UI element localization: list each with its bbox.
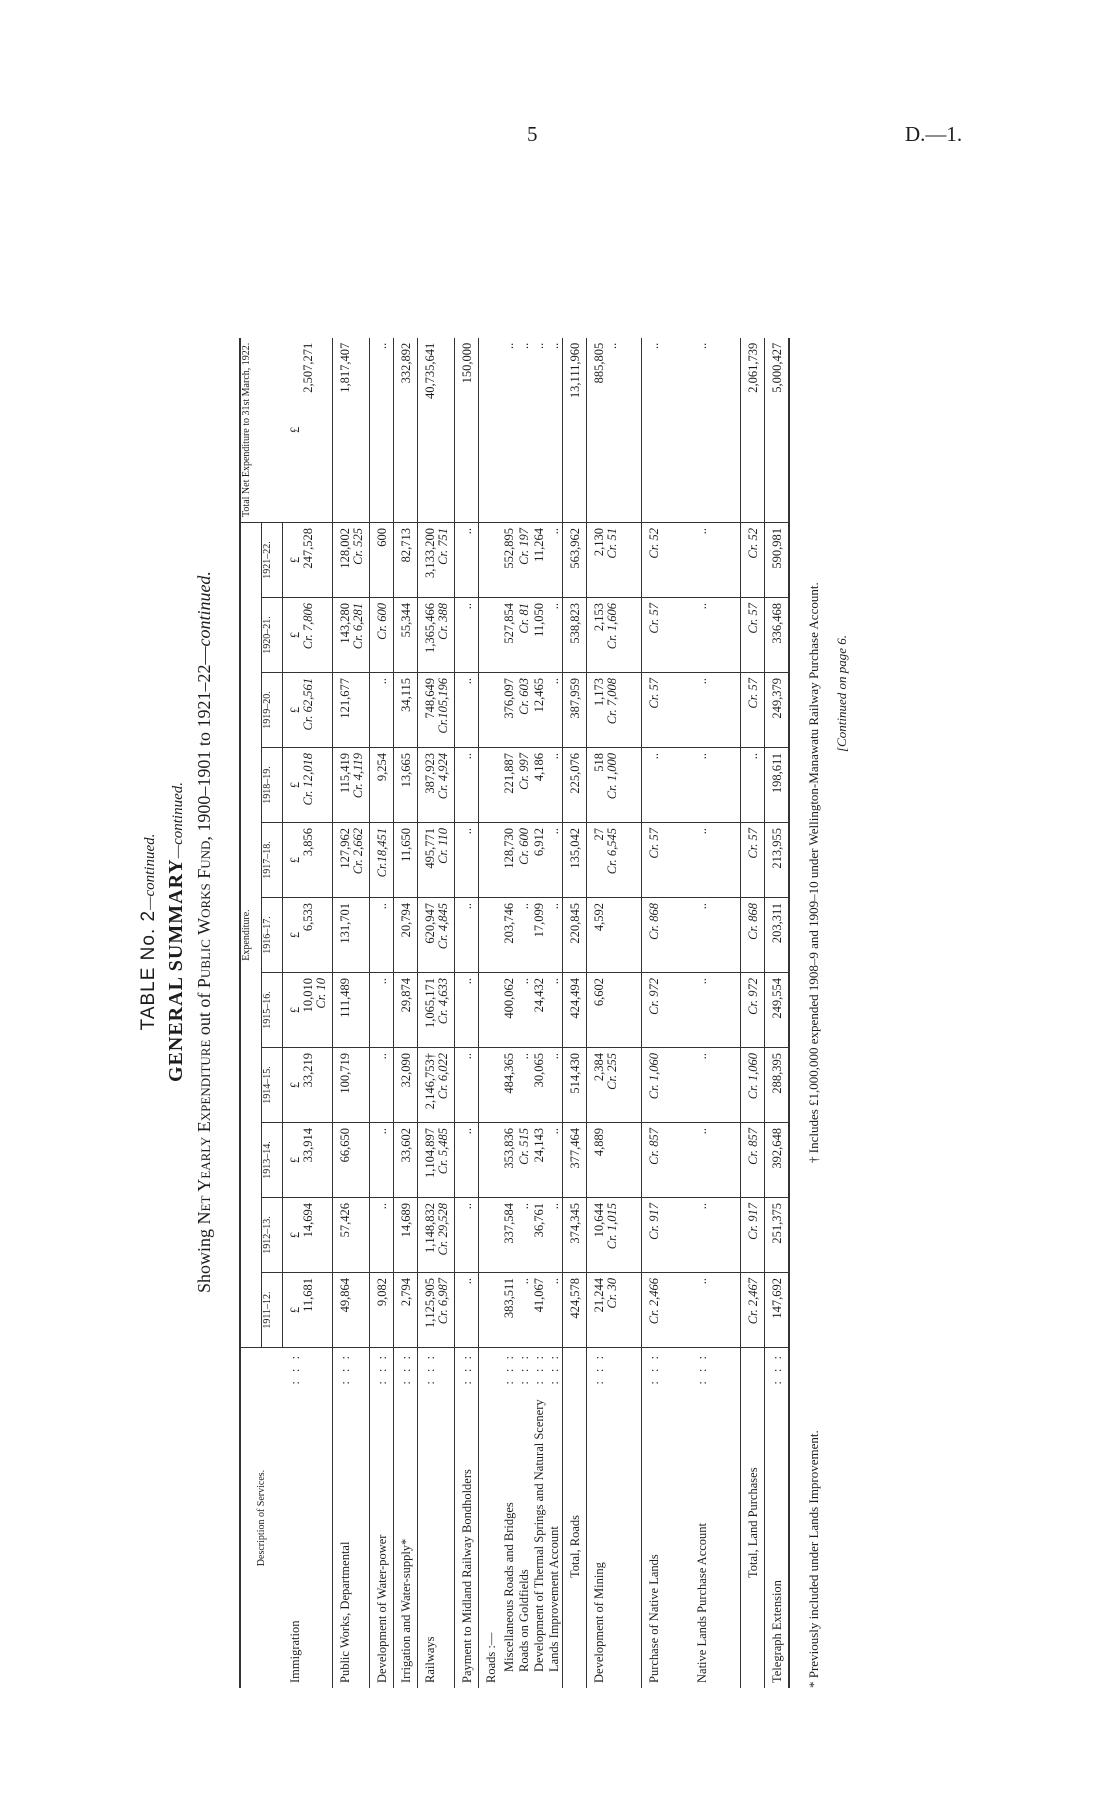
value-cell: 387,923 Cr. 4,924	[418, 748, 455, 823]
value-cell: Cr. 868	[741, 898, 765, 973]
value-cell: ..	[696, 673, 741, 748]
value-cell	[479, 673, 503, 748]
value-cell: 221,887	[502, 748, 517, 823]
value-cell: ..	[455, 1273, 479, 1348]
value-cell: 4,186	[532, 748, 547, 823]
value-cell: 353,836	[502, 1123, 517, 1198]
value-cell: Cr. 997	[517, 748, 532, 823]
value-cell: ..	[547, 1273, 563, 1348]
value-cell: 1,148,832 Cr. 29,528	[418, 1198, 455, 1273]
value-cell: 11,050	[532, 598, 547, 673]
value-cell: ..	[517, 1273, 532, 1348]
value-cell: 374,345	[563, 1198, 587, 1273]
value-cell: ..	[455, 1048, 479, 1123]
value-cell: 32,090	[394, 1048, 418, 1123]
value-cell: 1,173 Cr. 7,008	[587, 673, 642, 748]
value-cell: ..	[696, 748, 741, 823]
value-cell: ..	[547, 973, 563, 1048]
value-cell: 203,311	[765, 898, 790, 973]
value-cell: 127,962 Cr. 2,662	[333, 823, 370, 898]
value-cell: Cr. 1,060	[642, 1048, 697, 1123]
value-cell: ..	[370, 1123, 394, 1198]
value-cell: ..	[455, 673, 479, 748]
header-year: 1916–17.	[262, 898, 283, 973]
row-label: Roads on Goldfields : : :	[517, 1353, 531, 1672]
value-cell: Cr. 57	[741, 823, 765, 898]
value-cell	[479, 1273, 503, 1348]
value-cell: Cr. 857	[642, 1123, 697, 1198]
value-cell: 55,344	[394, 598, 418, 673]
value-cell: 24,143	[532, 1123, 547, 1198]
table-row	[394, 338, 418, 1688]
value-cell: ..	[455, 598, 479, 673]
value-cell: ..	[517, 898, 532, 973]
value-cell: 66,650	[333, 1123, 370, 1198]
value-cell: 2,146,753† Cr. 6,022	[418, 1048, 455, 1123]
table-row	[370, 338, 394, 1688]
value-cell: 1,104,897 Cr. 5,485	[418, 1123, 455, 1198]
value-cell: £ 11,681	[283, 1273, 333, 1348]
value-cell: Cr. 600	[370, 598, 394, 673]
value-cell	[479, 523, 503, 598]
value-cell: Cr.18,451	[370, 823, 394, 898]
row-label: Total, Roads	[563, 1348, 587, 1689]
value-cell	[479, 973, 503, 1048]
table-row	[479, 338, 503, 1688]
value-cell: 33,602	[394, 1123, 418, 1198]
value-cell: ..	[547, 1048, 563, 1123]
value-cell: 249,554	[765, 973, 790, 1048]
value-cell: ..	[370, 673, 394, 748]
value-cell: 527,854	[502, 598, 517, 673]
value-cell: Cr. 52	[741, 523, 765, 598]
value-cell: 100,719	[333, 1048, 370, 1123]
value-cell: ..	[455, 898, 479, 973]
value-cell: ..	[517, 973, 532, 1048]
value-cell: ..	[547, 823, 563, 898]
value-cell: 288,395	[765, 1048, 790, 1123]
value-cell: ..	[547, 1123, 563, 1198]
value-cell	[479, 748, 503, 823]
value-cell: 27 Cr. 6,545	[587, 823, 642, 898]
value-cell: ..	[696, 338, 741, 523]
value-cell: £ Cr. 62,561	[283, 673, 333, 748]
value-cell: £ 6,533	[283, 898, 333, 973]
table-row	[547, 338, 563, 1688]
value-cell: 143,280 Cr. 6,281	[333, 598, 370, 673]
value-cell: ..	[696, 1048, 741, 1123]
value-cell: ..	[370, 1048, 394, 1123]
value-cell: ..	[547, 523, 563, 598]
value-cell: Cr. 57	[642, 673, 697, 748]
value-cell: 13,111,960	[563, 338, 587, 523]
value-cell: ..	[696, 1273, 741, 1348]
value-cell: 620,947 Cr. 4,845	[418, 898, 455, 973]
value-cell: 128,002 Cr. 525	[333, 523, 370, 598]
header-total: Total Net Expenditure to 31st March, 1922.	[240, 338, 283, 523]
footnotes	[806, 102, 824, 1688]
value-cell: 41,067	[532, 1273, 547, 1348]
value-cell: ..	[547, 338, 563, 523]
value-cell: 12,465	[532, 673, 547, 748]
value-cell: 383,511	[502, 1273, 517, 1348]
table-row	[283, 338, 333, 1688]
value-cell: 377,464	[563, 1123, 587, 1198]
header-year: 1912–13.	[262, 1198, 283, 1273]
value-cell: ..	[696, 823, 741, 898]
header-year: 1911–12.	[262, 1273, 283, 1348]
value-cell: 10,644 Cr. 1,015	[587, 1198, 642, 1273]
value-cell	[479, 1123, 503, 1198]
value-cell: Cr. 857	[741, 1123, 765, 1198]
value-cell: 36,761	[532, 1198, 547, 1273]
row-label: Telegraph Extension : : :	[765, 1348, 790, 1689]
value-cell: £ 14,694	[283, 1198, 333, 1273]
value-cell: Cr. 515	[517, 1123, 532, 1198]
value-cell: 198,611	[765, 748, 790, 823]
row-label: Development of Mining : : :	[587, 1348, 642, 1689]
header-year: 1918–19.	[262, 748, 283, 823]
value-cell: ..	[532, 338, 547, 523]
value-cell: 17,099	[532, 898, 547, 973]
header-row-top	[240, 338, 262, 1688]
table-row	[696, 338, 741, 1688]
value-cell: 424,578	[563, 1273, 587, 1348]
value-cell: 1,065,171 Cr. 4,633	[418, 973, 455, 1048]
table-row	[532, 338, 547, 1688]
value-cell: ..	[455, 523, 479, 598]
table-row	[517, 338, 532, 1688]
value-cell: ..	[370, 898, 394, 973]
value-cell: 249,379	[765, 673, 790, 748]
footnote-star: * Previously included under Lands Improvement.	[806, 1430, 821, 1688]
value-cell: Cr. 1,060	[741, 1048, 765, 1123]
value-cell: 11,264	[532, 523, 547, 598]
value-cell: 29,874	[394, 973, 418, 1048]
value-cell: 115,419 Cr. 4,119	[333, 748, 370, 823]
footnote-dagger: † Includes £1,000,000 expended 1908–9 and 1909–10 under Wellington-Manawatu Railway Purchase Account.	[806, 582, 821, 1163]
value-cell: Cr. 917	[741, 1198, 765, 1273]
value-cell: ..	[547, 598, 563, 673]
value-cell: 82,713	[394, 523, 418, 598]
value-cell	[479, 1198, 503, 1273]
value-cell: 213,955	[765, 823, 790, 898]
value-cell: 49,864	[333, 1273, 370, 1348]
value-cell: 24,432	[532, 973, 547, 1048]
value-cell: 11,650	[394, 823, 418, 898]
value-cell: 332,892	[394, 338, 418, 523]
value-cell: 111,489	[333, 973, 370, 1048]
value-cell: Cr. 600	[517, 823, 532, 898]
value-cell: ..	[547, 748, 563, 823]
value-cell: £ 247,528	[283, 523, 333, 598]
value-cell: ..	[696, 598, 741, 673]
value-cell: Cr. 57	[642, 823, 697, 898]
header-expenditure: Expenditure.	[240, 523, 262, 1348]
value-cell: ..	[455, 823, 479, 898]
table-body	[283, 338, 790, 1688]
row-label: Development of Water-power : : :	[370, 1348, 394, 1689]
value-cell: 251,375	[765, 1198, 790, 1273]
value-cell: 590,981	[765, 523, 790, 598]
value-cell: 225,076	[563, 748, 587, 823]
value-cell: 387,959	[563, 673, 587, 748]
value-cell: 885,805 ..	[587, 338, 642, 523]
value-cell: 484,365	[502, 1048, 517, 1123]
value-cell: 1,817,407	[333, 338, 370, 523]
value-cell: 121,677	[333, 673, 370, 748]
value-cell: 514,430	[563, 1048, 587, 1123]
value-cell: ..	[517, 1198, 532, 1273]
value-cell: ..	[370, 338, 394, 523]
value-cell: Cr. 603	[517, 673, 532, 748]
value-cell: £ 3,856	[283, 823, 333, 898]
value-cell: 131,701	[333, 898, 370, 973]
row-label: Lands Improvement Account : : :	[547, 1348, 563, 1689]
expenditure-table	[239, 338, 790, 1688]
value-cell: ..	[547, 1198, 563, 1273]
value-cell: 424,494	[563, 973, 587, 1048]
value-cell: Cr. 2,466	[642, 1273, 697, 1348]
row-label: Railways : : :	[418, 1348, 455, 1689]
value-cell: £ Cr. 12,018	[283, 748, 333, 823]
value-cell: 30,065	[532, 1048, 547, 1123]
value-cell: ..	[696, 898, 741, 973]
summary-title: GENERAL SUMMARY—continued.	[165, 782, 187, 1082]
table-row	[563, 338, 587, 1688]
header-year: 1914–15.	[262, 1048, 283, 1123]
value-cell: 40,735,641	[418, 338, 455, 523]
value-cell: Cr. 57	[642, 598, 697, 673]
continued-note: [Continued on page 6.	[834, 635, 849, 752]
table-row	[587, 338, 642, 1688]
value-cell: Cr. 197	[517, 523, 532, 598]
value-cell: 6,912	[532, 823, 547, 898]
rotated-table-page	[137, 102, 923, 1762]
value-cell: 518 Cr. 1,000	[587, 748, 642, 823]
row-label: Payment to Midland Railway Bondholders : : :	[455, 1348, 479, 1689]
value-cell: 6,602	[587, 973, 642, 1048]
row-label: Development of Thermal Springs and Natural Scenery : : :	[532, 1353, 546, 1672]
value-cell: ..	[696, 523, 741, 598]
row-label: Irrigation and Water-supply* : : :	[394, 1348, 418, 1689]
value-cell: ..	[696, 1198, 741, 1273]
value-cell: 563,962	[563, 523, 587, 598]
value-cell: 128,730	[502, 823, 517, 898]
table-row	[455, 338, 479, 1688]
value-cell: 748,649 Cr.105,196	[418, 673, 455, 748]
value-cell: Cr. 57	[741, 598, 765, 673]
value-cell	[479, 338, 503, 523]
value-cell: ..	[455, 1198, 479, 1273]
value-cell: 14,689	[394, 1198, 418, 1273]
value-cell: ..	[696, 1123, 741, 1198]
value-cell: 9,082	[370, 1273, 394, 1348]
document-reference: D.—1.	[905, 122, 963, 146]
value-cell: 13,665	[394, 748, 418, 823]
row-label: Roads :—	[484, 1632, 498, 1683]
value-cell: ..	[741, 748, 765, 823]
value-cell: ..	[370, 1198, 394, 1273]
value-cell: £ Cr. 7,806	[283, 598, 333, 673]
value-cell: 203,746	[502, 898, 517, 973]
value-cell: 538,823	[563, 598, 587, 673]
page-number: 5	[527, 122, 538, 146]
value-cell: ..	[642, 338, 697, 523]
table-row	[502, 338, 517, 1688]
value-cell: 2,061,739	[741, 338, 765, 523]
value-cell: 147,692	[765, 1273, 790, 1348]
row-label: Immigration : : :	[283, 1348, 333, 1689]
row-label: Public Works, Departmental : : :	[333, 1348, 370, 1689]
value-cell: 4,592	[587, 898, 642, 973]
header-year: 1915–16.	[262, 973, 283, 1048]
value-cell: ..	[696, 973, 741, 1048]
row-label: Total, Land Purchases	[741, 1348, 765, 1689]
value-cell: ..	[455, 973, 479, 1048]
value-cell: ..	[642, 748, 697, 823]
value-cell	[479, 898, 503, 973]
row-label: Native Lands Purchase Account : : :	[696, 1348, 741, 1689]
table-row	[741, 338, 765, 1688]
table-subtitle: Showing Net Yearly Expenditure out of Public Works Fund, 1900–1901 to 1921–22—continued.	[194, 571, 214, 1293]
value-cell: 220,845	[563, 898, 587, 973]
value-cell: £ 33,219	[283, 1048, 333, 1123]
value-cell: Cr. 972	[741, 973, 765, 1048]
value-cell: 376,097	[502, 673, 517, 748]
value-cell: 150,000	[455, 338, 479, 523]
value-cell: 21,244 Cr. 30	[587, 1273, 642, 1348]
value-cell: Cr. 917	[642, 1198, 697, 1273]
value-cell: ..	[547, 898, 563, 973]
value-cell: Cr. 52	[642, 523, 697, 598]
table-row	[642, 338, 697, 1688]
value-cell	[479, 598, 503, 673]
value-cell: ..	[455, 748, 479, 823]
value-cell: ..	[370, 973, 394, 1048]
value-cell: £ 10,010 Cr. 10	[283, 973, 333, 1048]
table-row	[765, 338, 790, 1688]
value-cell: 495,771 Cr. 110	[418, 823, 455, 898]
value-cell: 600	[370, 523, 394, 598]
value-cell: 392,648	[765, 1123, 790, 1198]
row-label: Miscellaneous Roads and Bridges : : :	[502, 1353, 516, 1672]
value-cell: £ 2,507,271	[283, 338, 333, 523]
value-cell: Cr. 81	[517, 598, 532, 673]
value-cell: 3,133,200 Cr. 751	[418, 523, 455, 598]
table-row	[418, 338, 455, 1688]
value-cell	[479, 1048, 503, 1123]
value-cell: Cr. 2,467	[741, 1273, 765, 1348]
header-year: 1919–20.	[262, 673, 283, 748]
value-cell: 2,153 Cr. 1,606	[587, 598, 642, 673]
value-cell: Cr. 972	[642, 973, 697, 1048]
value-cell: 57,426	[333, 1198, 370, 1273]
value-cell: 1,125,905 Cr. 6,987	[418, 1273, 455, 1348]
value-cell: 552,895	[502, 523, 517, 598]
header-description: Description of Services.	[240, 1348, 283, 1689]
header-year: 1917–18.	[262, 823, 283, 898]
table-number-title: TABLE No. 2—continued.	[138, 833, 159, 1031]
value-cell: 4,889	[587, 1123, 642, 1198]
value-cell: 135,042	[563, 823, 587, 898]
value-cell: 336,468	[765, 598, 790, 673]
value-cell: £ 33,914	[283, 1123, 333, 1198]
value-cell: ..	[455, 1123, 479, 1198]
value-cell: 34,115	[394, 673, 418, 748]
value-cell: ..	[517, 338, 532, 523]
value-cell: Cr. 57	[741, 673, 765, 748]
value-cell: 400,062	[502, 973, 517, 1048]
value-cell: 337,584	[502, 1198, 517, 1273]
header-year: 1920–21.	[262, 598, 283, 673]
header-year: 1921–22.	[262, 523, 283, 598]
row-label: Purchase of Native Lands : : :	[647, 1353, 661, 1683]
value-cell: 2,384 Cr. 255	[587, 1048, 642, 1123]
value-cell: 9,254	[370, 748, 394, 823]
value-cell: 2,130 Cr. 51	[587, 523, 642, 598]
value-cell: 2,794	[394, 1273, 418, 1348]
value-cell: ..	[547, 673, 563, 748]
table-row	[333, 338, 370, 1688]
value-cell: 5,000,427	[765, 338, 790, 523]
value-cell: 20,794	[394, 898, 418, 973]
value-cell: ..	[502, 338, 517, 523]
value-cell: Cr. 868	[642, 898, 697, 973]
value-cell: ..	[517, 1048, 532, 1123]
header-year: 1913–14.	[262, 1123, 283, 1198]
value-cell: 1,365,466 Cr. 388	[418, 598, 455, 673]
value-cell	[479, 823, 503, 898]
